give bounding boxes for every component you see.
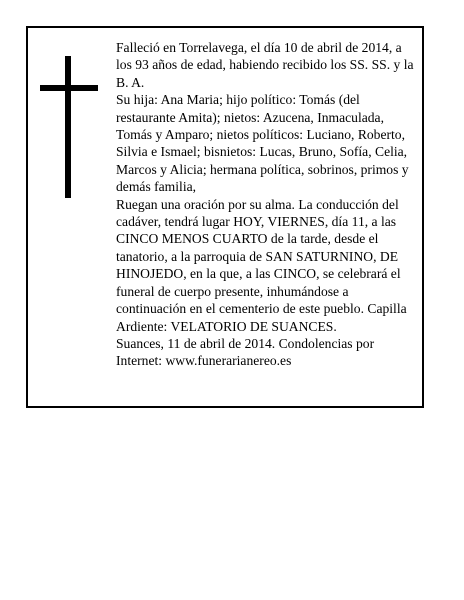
family-list: Su hija: Ana Maria; hijo político: Tomás (del restaurante Amita); nietos: Azucena, Inmaculada, Tomás y Amparo; nietos políticos: Luciano, Roberto, Silvia e Ismael; bisnietos: Lucas, Bruno, Sofía, Celia, Marcos y Alicia; hermana política, sobrinos, primos y demás familia, <box>116 92 409 195</box>
place-date-condolences: Suances, 11 de abril de 2014. Condolencias por Internet: www.funerarianereo.es <box>116 335 375 369</box>
latin-cross-icon <box>40 56 98 198</box>
funeral-details: Ruegan una oración por su alma. La conducción del cadáver, tendrá lugar HOY, VIERNES, día 11, a las CINCO MENOS CUARTO de la tarde, desde el tanatorio, a la parroquia de SAN SATURNINO, DE HINOJEDO, en la que, a las CINCO, se celebrará el funeral de cuerpo presente, inhumándose a continuación en el cementerio de este pueblo. Capilla Ardiente: VELATORIO DE SUANCES. <box>116 196 407 334</box>
cross-vertical-bar <box>65 56 71 198</box>
obituary-notice <box>26 26 424 408</box>
obituary-text <box>116 39 416 370</box>
death-announcement: Falleció en Torrelavega, el día 10 de abril de 2014, a los 93 años de edad, habiendo recibido los SS. SS. y la B. A. <box>116 40 414 90</box>
cross-horizontal-bar <box>40 85 98 91</box>
